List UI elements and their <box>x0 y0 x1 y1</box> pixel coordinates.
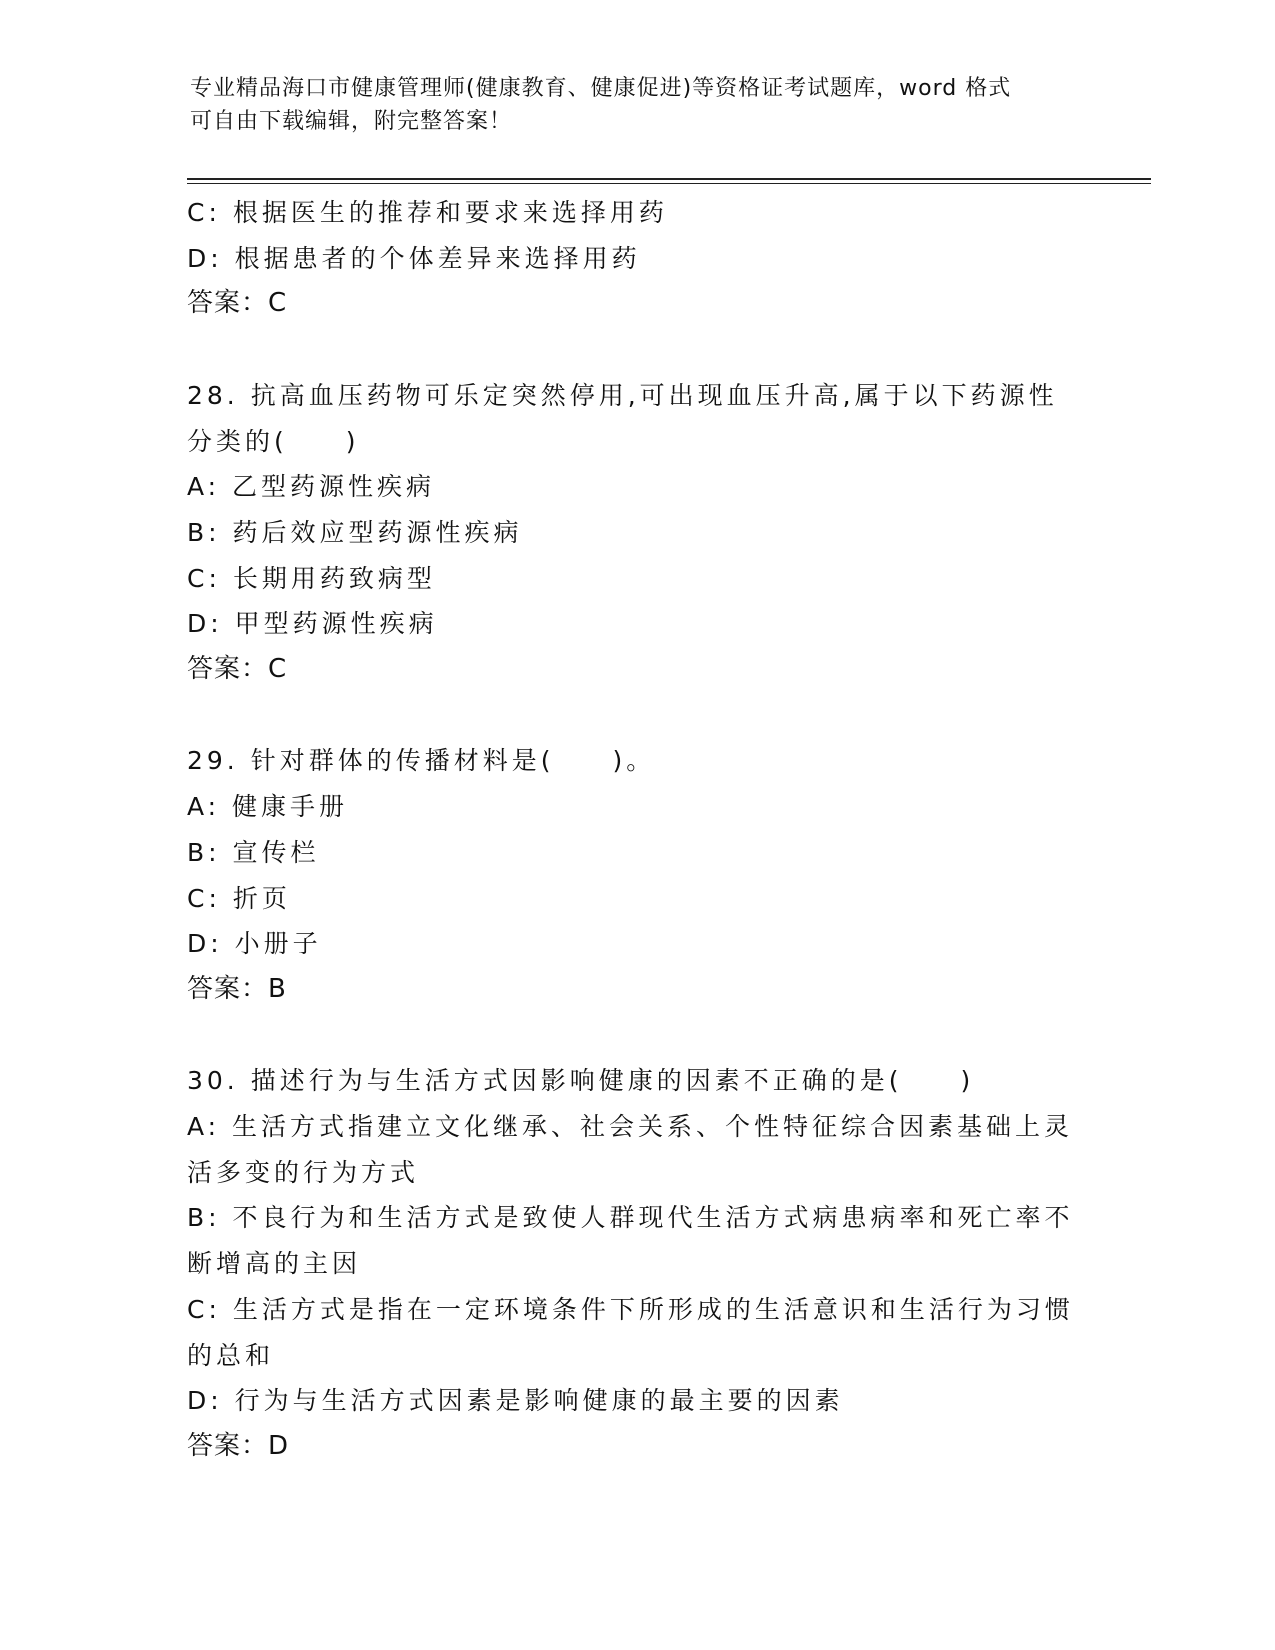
header-divider <box>187 178 1151 180</box>
option-b-cont: 断增高的主因 <box>187 1249 362 1279</box>
option-a: A: 生活方式指建立文化继承、社会关系、个性特征综合因素基础上灵 <box>187 1112 1074 1142</box>
option-d: D: 根据患者的个体差异来选择用药 <box>187 243 641 273</box>
option-d: D: 甲型药源性疾病 <box>187 609 438 639</box>
header-line-1: 专业精品海口市健康管理师(健康教育、健康促进)等资格证考试题库，word 格式 <box>190 76 1012 101</box>
option-d: D: 行为与生活方式因素是影响健康的最主要的因素 <box>187 1386 844 1416</box>
answer: 答案：B <box>187 973 287 1004</box>
spacer <box>187 1013 1087 1059</box>
answer: 答案：C <box>187 654 288 685</box>
option-c: C: 折页 <box>187 883 291 913</box>
option-b: B: 不良行为和生活方式是致使人群现代生活方式病患病率和死亡率不 <box>187 1203 1074 1233</box>
spacer <box>187 693 1087 739</box>
answer: 答案：C <box>187 288 288 319</box>
header-line-2: 可自由下载编辑，附完整答案！ <box>190 109 513 134</box>
question-29 <box>187 738 1087 1012</box>
question-stem: 30. 描述行为与生活方式因影响健康的因素不正确的是( ) <box>187 1066 975 1096</box>
option-c: C: 长期用药致病型 <box>187 563 436 593</box>
option-a-cont: 活多变的行为方式 <box>187 1157 420 1187</box>
answer: 答案：D <box>187 1430 290 1461</box>
option-c: C: 根据医生的推荐和要求来选择用药 <box>187 198 668 227</box>
question-30 <box>187 1058 1087 1469</box>
question-stem: 29. 针对群体的传播材料是( )。 <box>187 746 656 776</box>
option-d: D: 小册子 <box>187 929 322 959</box>
option-c-cont: 的总和 <box>187 1340 275 1370</box>
question-stem-cont: 分类的( ) <box>187 426 360 456</box>
option-b: B: 药后效应型药源性疾病 <box>187 517 523 547</box>
question-28 <box>187 373 1087 693</box>
question-list <box>187 190 1087 1470</box>
spacer <box>187 327 1087 373</box>
page-header <box>190 72 1090 138</box>
option-a: A: 乙型药源性疾病 <box>187 472 436 502</box>
header-divider-thin <box>187 183 1151 184</box>
option-a: A: 健康手册 <box>187 792 349 822</box>
option-b: B: 宣传栏 <box>187 837 320 867</box>
question-stem: 28. 抗高血压药物可乐定突然停用,可出现血压升高,属于以下药源性 <box>187 380 1058 410</box>
option-c: C: 生活方式是指在一定环境条件下所形成的生活意识和生活行为习惯 <box>187 1294 1074 1324</box>
question-27 <box>187 190 1087 327</box>
